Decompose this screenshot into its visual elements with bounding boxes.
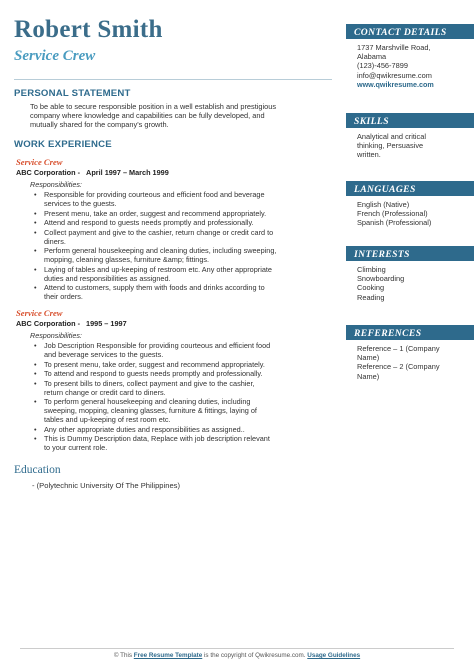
- bullet-line: • Attend to customers, supply them with foods and drinks according to: [44, 283, 265, 292]
- interests-section: [346, 246, 474, 302]
- footer: [0, 652, 474, 659]
- contact-title: CONTACT DETAILS: [346, 24, 474, 39]
- job-dates: 1995 – 1997: [86, 319, 127, 328]
- contact-line: Alabama: [357, 52, 387, 62]
- candidate-role: Service Crew: [14, 48, 96, 64]
- job-title: Service Crew: [16, 308, 63, 318]
- responsibilities-label: Responsibilities:: [30, 331, 82, 340]
- sidebar: [346, 0, 474, 640]
- bullet-line: return change or credit card to diners.: [44, 387, 166, 397]
- list-item: [34, 425, 332, 434]
- list-item: [34, 190, 332, 208]
- free-resume-template-link[interactable]: Free Resume Template: [133, 652, 203, 659]
- reference-line: Name): [357, 371, 380, 381]
- footer-prefix: © This: [113, 652, 133, 659]
- responsibilities-label: Responsibilities:: [30, 180, 82, 189]
- job-dates: April 1997 – March 1999: [86, 168, 169, 177]
- bullet-line: • To present bills to diners, collect payment and give to the cashier,: [44, 378, 255, 388]
- bullet-line: • Job Description Responsible for providing courteous and efficient food: [44, 341, 271, 350]
- languages-section: [346, 181, 474, 228]
- responsibilities-list: [34, 190, 332, 301]
- skills-title: SKILLS: [346, 113, 474, 128]
- language-item: Spanish (Professional): [357, 218, 432, 228]
- contact-details: [346, 43, 474, 80]
- reference-line: Name): [357, 353, 380, 363]
- bullet-line: • Responsible for providing courteous and efficient food and beverage: [44, 190, 265, 199]
- reference-line: Reference – 2 (Company: [357, 362, 440, 372]
- list-item: [34, 265, 332, 283]
- bullet-line: • Any other appropriate duties and responsibilities as assigned..: [44, 424, 245, 434]
- list-item: [34, 369, 332, 378]
- bullet-line: to your current role.: [44, 443, 108, 452]
- job-entry: [14, 308, 332, 452]
- job-company-line: [16, 168, 332, 177]
- bullet-line: • Present menu, take an order, suggest and recommend appropriately.: [44, 208, 267, 218]
- header-divider: [14, 79, 332, 80]
- job-company-line: [16, 319, 332, 328]
- language-item: English (Native): [357, 200, 410, 209]
- bullet-line: tables and up-keeping of rest room etc.: [44, 415, 171, 424]
- language-item: French (Professional): [357, 209, 428, 219]
- languages-text: [346, 200, 474, 228]
- skills-line: written.: [357, 150, 381, 160]
- bullet-line: duties and responsibilities as assigned.: [44, 273, 171, 283]
- bullet-line: mopping, cleaning glasses, furniture &amp; fittings.: [44, 255, 210, 264]
- bullet-line: • Attend and respond to guests needs promptly and professionally.: [44, 218, 254, 227]
- usage-guidelines-link[interactable]: Usage Guidelines: [307, 652, 361, 659]
- references-title: REFERENCES: [346, 325, 474, 340]
- job-entry: [14, 157, 332, 301]
- work-experience-title: WORK EXPERIENCE: [14, 139, 112, 150]
- languages-title: LANGUAGES: [346, 181, 474, 196]
- contact-line: 1737 Marshville Road,: [357, 43, 431, 52]
- bullet-line: • To present menu, take order, suggest and recommend appropriately.: [44, 359, 265, 369]
- education-title: Education: [14, 464, 61, 476]
- list-item: [34, 246, 332, 264]
- statement-line: company where knowledge and capabilities can be fully developed, and: [30, 111, 265, 120]
- bullet-line: • To perform general housekeeping and cleaning duties, including: [44, 397, 251, 406]
- list-item: [34, 379, 332, 397]
- skills-text: [346, 132, 474, 160]
- interest-item: Cooking: [357, 283, 385, 293]
- skills-line: Analytical and critical: [357, 132, 427, 141]
- list-item: [34, 341, 332, 359]
- job-company: ABC Corporation -: [16, 168, 81, 177]
- bullet-line: • Collect payment and give to the cashier, return change or credit card to: [44, 227, 274, 237]
- education-entry: - (Polytechnic University Of The Philippines): [32, 481, 180, 490]
- footer-divider: [20, 648, 454, 649]
- skills-line: thinking, Persuasive: [357, 141, 424, 151]
- bullet-line: • To attend and respond to guests needs promptly and professionally.: [44, 369, 263, 378]
- bullet-line: and beverage services to the guests.: [44, 350, 164, 359]
- list-item: [34, 360, 332, 369]
- contact-section: [346, 24, 474, 89]
- list-item: [34, 228, 332, 246]
- bullet-line: their orders.: [44, 292, 83, 301]
- statement-line: mutually shared for the company's growth.: [30, 120, 169, 129]
- interest-item: Reading: [357, 292, 385, 302]
- reference-line: Reference – 1 (Company: [357, 344, 440, 353]
- list-item: [34, 397, 332, 424]
- footer-copyright-text: is the copyright of Qwikresume.com.: [204, 652, 306, 659]
- list-item: [34, 283, 332, 301]
- list-item: [34, 218, 332, 227]
- skills-section: [346, 113, 474, 160]
- bullet-line: diners.: [44, 236, 66, 246]
- bullet-line: • Laying of tables and up-keeping of restroom etc. Any other appropriate: [44, 264, 272, 274]
- bullet-line: services to the guests.: [44, 199, 117, 208]
- main-column: [14, 16, 332, 490]
- interests-title: INTERESTS: [346, 246, 474, 261]
- job-company: ABC Corporation -: [16, 319, 81, 328]
- statement-line: To be able to secure responsible position in a well establish and prestigious: [30, 102, 277, 111]
- personal-statement-title: PERSONAL STATEMENT: [14, 88, 131, 99]
- interests-text: [346, 265, 474, 302]
- bullet-line: • Perform general housekeeping and cleaning duties, including sweeping,: [44, 246, 277, 255]
- job-title: Service Crew: [16, 157, 63, 167]
- bullet-line: sweeping, mopping, cleaning glasses, furniture & fittings, laying of: [44, 406, 257, 415]
- responsibilities-list: [34, 341, 332, 452]
- bullet-line: • This is Dummy Description data, Replace with job description relevant: [44, 434, 270, 443]
- contact-phone: (123)-456-7899: [357, 61, 408, 71]
- list-item: [34, 209, 332, 218]
- interest-item: Climbing: [357, 265, 386, 274]
- interest-item: Snowboarding: [357, 274, 405, 284]
- personal-statement-text: [30, 102, 332, 129]
- candidate-name: Robert Smith: [14, 16, 163, 43]
- references-section: [346, 325, 474, 381]
- list-item: [34, 434, 332, 452]
- references-text: [346, 344, 474, 381]
- contact-email[interactable]: info@qwikresume.com: [357, 70, 432, 80]
- website-link[interactable]: www.qwikresume.com: [357, 79, 434, 89]
